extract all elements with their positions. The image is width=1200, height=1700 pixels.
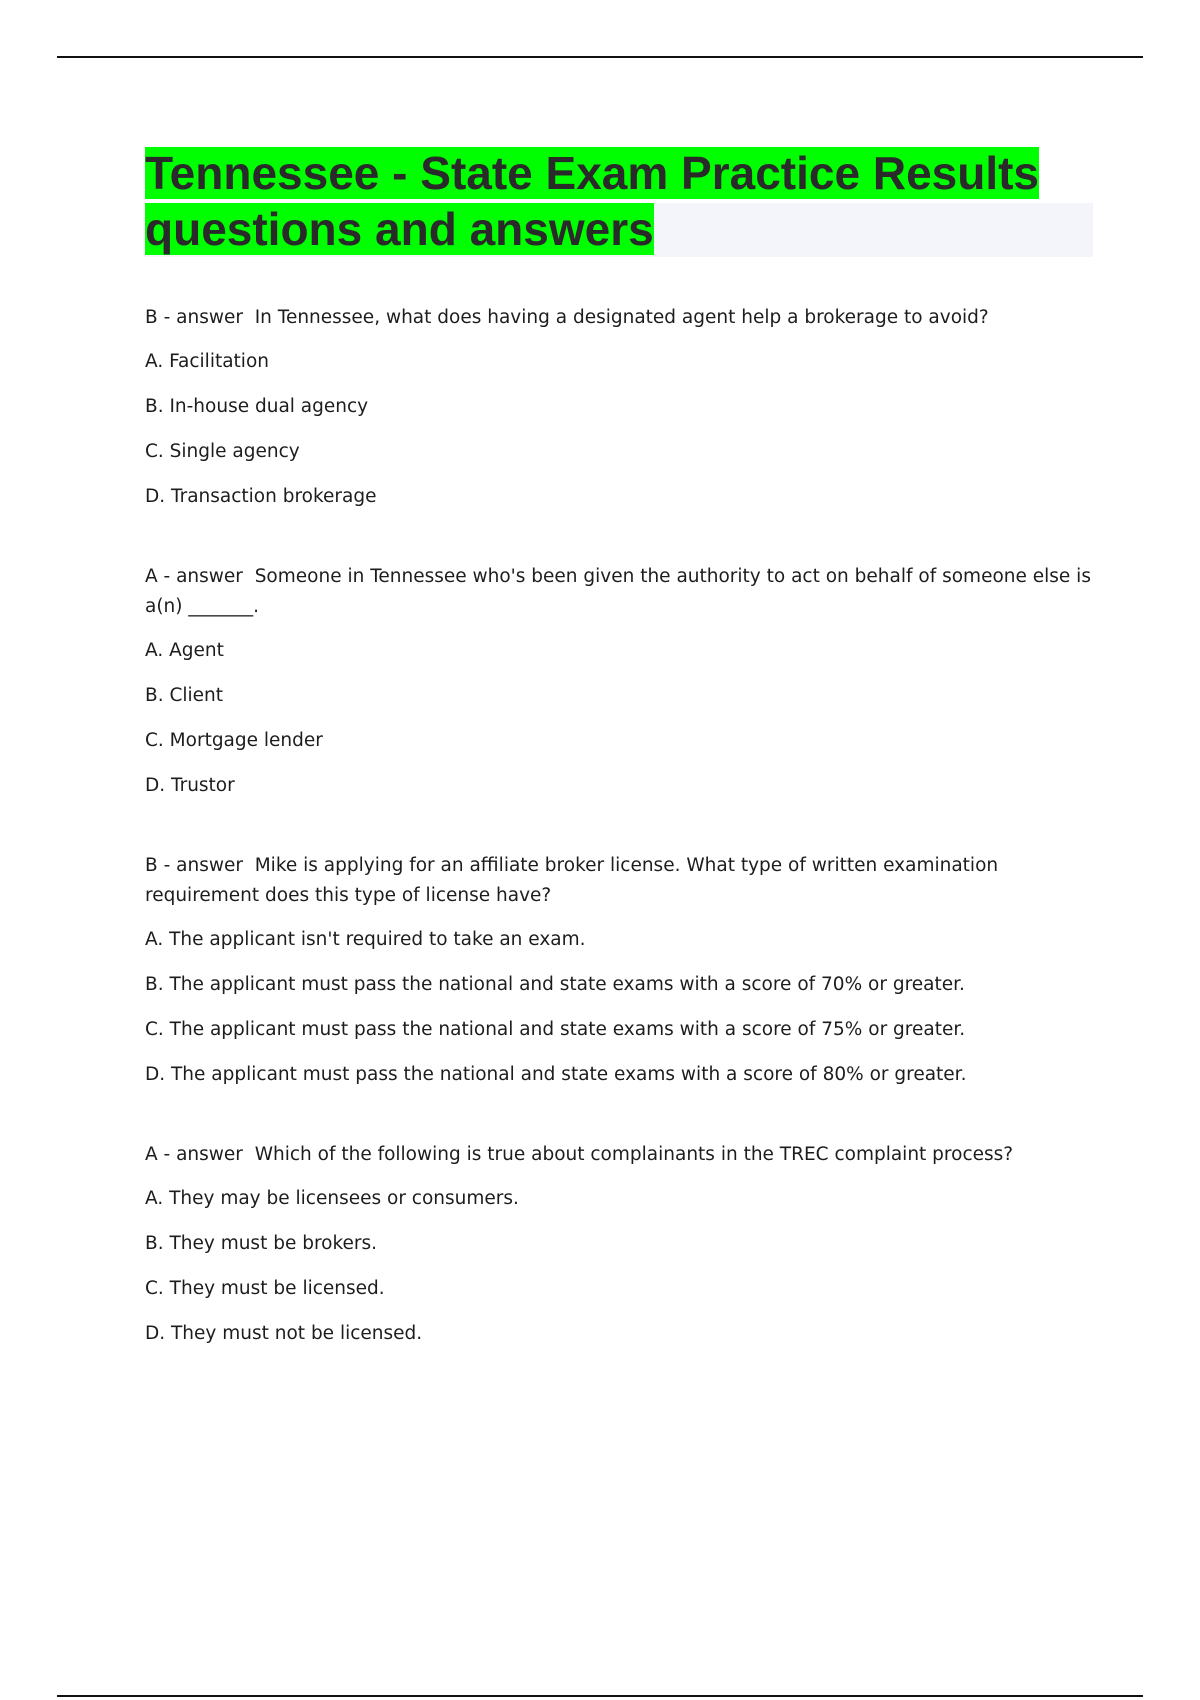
option-a: A. The applicant isn't required to take an exam. — [145, 929, 586, 950]
question — [145, 851, 1095, 911]
option-c: C. The applicant must pass the national and state exams with a score of 75% or greater. — [145, 1019, 966, 1040]
question-text: Someone in Tennessee who's been given the authority to act on behalf of someone else is a(n) _______. — [145, 566, 1091, 617]
document-title — [145, 145, 1093, 257]
option-c: C. They must be licensed. — [145, 1278, 385, 1299]
top-rule — [57, 56, 1143, 58]
title-line-1: Tennessee - State Exam Practice Results — [145, 147, 1040, 199]
option-b: B. The applicant must pass the national and state exams with a score of 70% or greater. — [145, 974, 965, 995]
answer-prefix: B - answer — [145, 307, 243, 328]
bottom-rule — [57, 1695, 1143, 1697]
qa-item — [145, 851, 1095, 1090]
question — [145, 1140, 1095, 1170]
option-c: C. Single agency — [145, 441, 300, 462]
qa-list — [145, 303, 1095, 1349]
qa-item — [145, 303, 1095, 512]
option-b: B. In-house dual agency — [145, 396, 369, 417]
option-c: C. Mortgage lender — [145, 730, 323, 751]
qa-item — [145, 1140, 1095, 1349]
qa-item — [145, 562, 1095, 801]
option-b: B. Client — [145, 685, 224, 706]
question-text: Mike is applying for an affiliate broker license. What type of written examination requirement does this type of license have? — [145, 855, 999, 906]
question — [145, 303, 1095, 333]
question — [145, 562, 1095, 622]
answer-prefix: B - answer — [145, 855, 243, 876]
option-d: D. Transaction brokerage — [145, 486, 377, 507]
option-a: A. Agent — [145, 640, 224, 661]
title-block — [145, 145, 1093, 257]
answer-prefix: A - answer — [145, 1144, 243, 1165]
answer-prefix: A - answer — [145, 566, 243, 587]
option-a: A. Facilitation — [145, 351, 269, 372]
option-a: A. They may be licensees or consumers. — [145, 1188, 519, 1209]
option-d: D. They must not be licensed. — [145, 1323, 423, 1344]
title-line-2: questions and answers — [145, 203, 654, 255]
title-highlight — [145, 147, 1039, 255]
option-d: D. The applicant must pass the national and state exams with a score of 80% or greater. — [145, 1064, 967, 1085]
option-d: D. Trustor — [145, 775, 235, 796]
question-text: Which of the following is true about complainants in the TREC complaint process? — [254, 1144, 1014, 1165]
option-b: B. They must be brokers. — [145, 1233, 378, 1254]
question-text: In Tennessee, what does having a designated agent help a brokerage to avoid? — [254, 307, 989, 328]
